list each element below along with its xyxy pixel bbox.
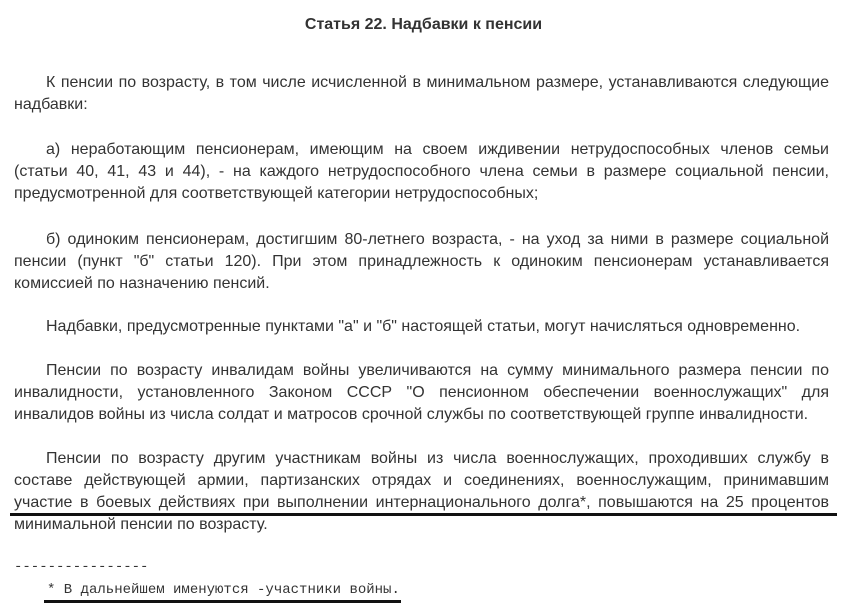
paragraph-item-a: а) неработающим пенсионерам, имеющим на своем иждивении нетрудоспособных членов семьи (статьи 40, 41, 43 и 44), - на каждого нетрудоспособного члена семьи в размере социальной пенсии, предусмотренной для соответствующей категории нетрудоспособных; [14, 141, 829, 202]
paragraph-item-b: б) одиноким пенсионерам, достигшим 80-летнего возраста, - на уход за ними в размере социальной пенсии (пункт "б" статьи 120). При этом принадлежность к одиноким пенсионерам устанавливается комиссией по назначению пенсий. [14, 231, 829, 292]
footnote-separator: ---------------- [14, 559, 149, 575]
paragraph-war-invalids: Пенсии по возрасту инвалидам войны увеличиваются на сумму минимального размера пенсии по инвалидности, установленного Законом СССР "О пенсионном обеспечении военнослужащих" для инвалидов войны из числа солдат и матросов срочной службы по соответствующей группе инвалидности. [14, 362, 829, 423]
footnote: * В дальнейшем именуются -участники войны. [47, 582, 400, 598]
footnote-underline [44, 600, 401, 603]
highlight-underline [10, 513, 837, 516]
paragraph-war-participants: Пенсии по возрасту другим участникам войны из числа военнослужащих, проходивших службу в составе действующей армии, партизанских отрядах и соединениях, военнослужащим, принимавшим участие в боевых действиях при выполнении интернационального долга*, повышаются на 25 процентов минимальной пенсии по возрасту. [14, 450, 829, 533]
paragraph-simultaneous: Надбавки, предусмотренные пунктами "а" и "б" настоящей статьи, могут начисляться одновременно. [46, 318, 801, 335]
paragraph-intro: К пенсии по возрасту, в том числе исчисленной в минимальном размере, устанавливаются следующие надбавки: [14, 74, 829, 113]
article-title: Статья 22. Надбавки к пенсии [304, 16, 543, 33]
